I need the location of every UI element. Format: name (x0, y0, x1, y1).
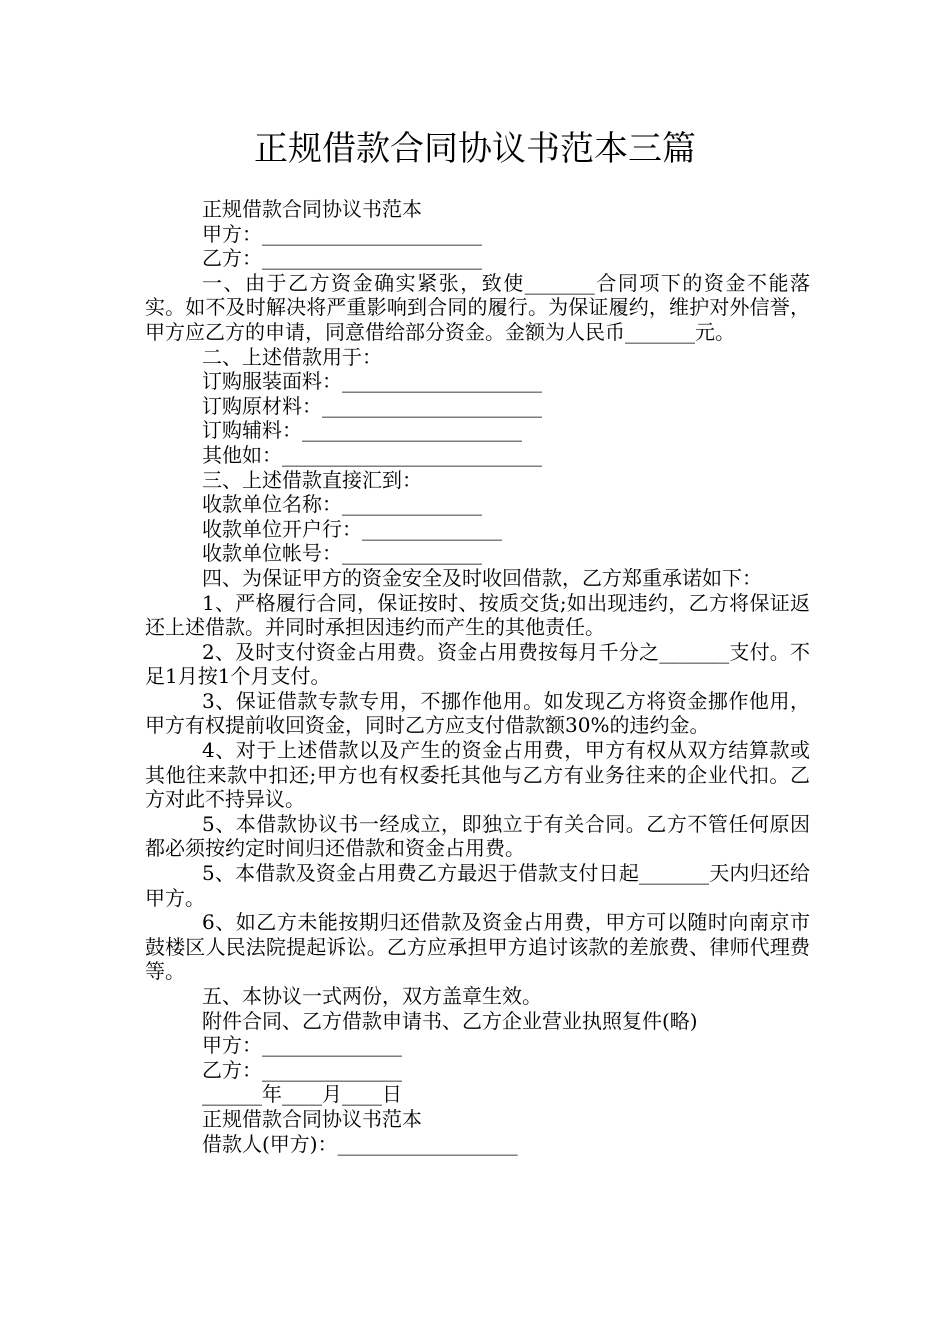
borrower-party-a: 借款人(甲方)：__________________ (202, 1131, 518, 1156)
clause-4-heading: 四、为保证甲方的资金安全及时收回借款，乙方郑重承诺如下： (202, 565, 762, 590)
promise-3: 3、保证借款专款专用，不挪作他用。如发现乙方将资金挪作他用，甲方有权提前收回资金，同时乙方应支付借款额30%的违约金。 (145, 688, 810, 738)
usage-other: 其他如：__________________________ (202, 442, 542, 467)
signature-date: ______年____月____日 (202, 1082, 402, 1107)
promise-6: 6、如乙方未能按期归还借款及资金占用费，甲方可以随时向南京市鼓楼区人民法院提起诉讼。乙方应承担甲方追讨该款的差旅费、律师代理费等。 (145, 910, 810, 984)
signature-party-a: 甲方：______________ (202, 1033, 402, 1058)
payee-bank: 收款单位开户行：______________ (202, 516, 502, 541)
paragraph-subtitle: 正规借款合同协议书范本 (202, 197, 422, 221)
clause-2-heading: 二、上述借款用于： (202, 344, 382, 369)
payee-account: 收款单位帐号：______________ (202, 541, 482, 566)
promise-5b: 5、本借款及资金占用费乙方最迟于借款支付日起_______天内归还给甲方。 (145, 861, 810, 910)
document-title: 正规借款合同协议书范本三篇 (254, 129, 696, 169)
promise-2: 2、及时支付资金占用费。资金占用费按每月千分之_______支付。不足1月按1个月支付。 (145, 639, 810, 689)
attachments-note: 附件合同、乙方借款申请书、乙方企业营业执照复件(略) (202, 1008, 698, 1033)
party-a-line: 甲方：______________________ (202, 221, 482, 246)
signature-party-b: 乙方：______________ (202, 1057, 402, 1082)
payee-name: 收款单位名称：______________ (202, 492, 482, 517)
party-b-line: 乙方：______________________ (202, 246, 482, 271)
promise-1: 1、严格履行合同，保证按时、按质交货;如出现违约，乙方将保证返还上述借款。并同时承担因违约而产生的其他责任。 (145, 590, 810, 640)
usage-raw-material: 订购原材料：______________________ (202, 393, 542, 418)
clause-1: 一、由于乙方资金确实紧张，致使_______合同项下的资金不能落实。如不及时解决将严重影响到合同的履行。为保证履约，维护对外信誉，甲方应乙方的申请，同意借给部分资金。金额为人民币_______元。 (145, 270, 810, 344)
promise-4: 4、对于上述借款以及产生的资金占用费，甲方有权从双方结算款或其他往来款中扣还;甲方也有权委托其他与乙方有业务往来的企业代扣。乙方对此不持异议。 (145, 738, 810, 812)
section-2-title: 正规借款合同协议书范本 (202, 1106, 422, 1131)
promise-5a: 5、本借款协议书一经成立，即独立于有关合同。乙方不管任何原因都必须按约定时间归还借款和资金占用费。 (145, 811, 810, 861)
clause-5: 五、本协议一式两份，双方盖章生效。 (202, 984, 542, 1008)
document-body (145, 197, 810, 1156)
clause-3-heading: 三、上述借款直接汇到： (202, 467, 422, 492)
usage-accessories: 订购辅料：______________________ (202, 418, 522, 443)
usage-fabric: 订购服装面料：____________________ (202, 369, 542, 394)
